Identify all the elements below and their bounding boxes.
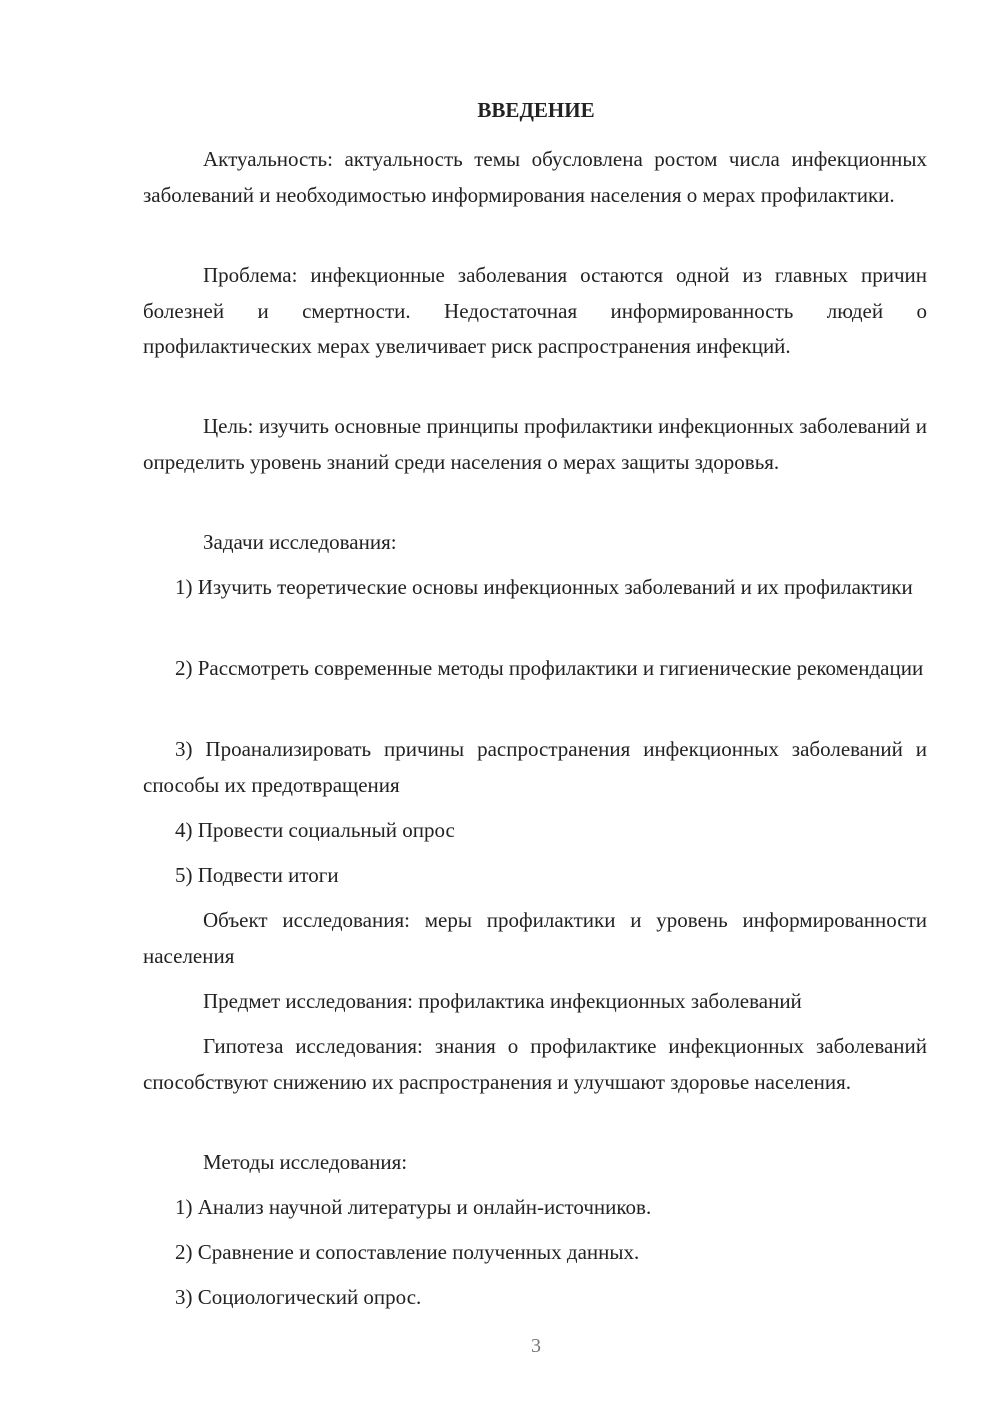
page-number: 3 (531, 1335, 541, 1357)
task-item: 2) Рассмотреть современные методы профилактики и гигиенические рекомендации (175, 656, 924, 680)
method-item: 2) Сравнение и сопоставление полученных данных. (175, 1240, 640, 1264)
task-item: 4) Провести социальный опрос (175, 818, 455, 842)
relevance-paragraph: Актуальность: актуальность темы обусловлена ростом числа инфекционных заболеваний и необходимостью информирования населения о мерах профилактики. (143, 147, 927, 207)
methods-heading: Методы исследования: (203, 1150, 408, 1174)
problem-paragraph: Проблема: инфекционные заболевания остаются одной из главных причин болезней и смертности. Недостаточная информированность людей о профилактических мерах увеличивает риск распространения инфекций. (143, 263, 927, 358)
task-item: 3) Проанализировать причины распространения инфекционных заболеваний и способы их предотвращения (143, 737, 927, 797)
method-item: 3) Социологический опрос. (175, 1285, 422, 1309)
method-item: 1) Анализ научной литературы и онлайн-источников. (175, 1195, 652, 1219)
subject-paragraph: Предмет исследования: профилактика инфекционных заболеваний (203, 989, 802, 1013)
page-title: ВВЕДЕНИЕ (477, 98, 595, 122)
goal-paragraph: Цель: изучить основные принципы профилактики инфекционных заболеваний и определить уровень знаний среди населения о мерах защиты здоровья. (143, 414, 927, 474)
tasks-heading: Задачи исследования: (203, 530, 397, 554)
task-item: 5) Подвести итоги (175, 863, 339, 887)
object-paragraph: Объект исследования: меры профилактики и уровень информированности населения (143, 908, 927, 968)
task-item: 1) Изучить теоретические основы инфекционных заболеваний и их профилактики (175, 575, 913, 599)
hypothesis-paragraph: Гипотеза исследования: знания о профилактике инфекционных заболеваний способствуют снижению их распространения и улучшают здоровье населения. (143, 1034, 927, 1094)
